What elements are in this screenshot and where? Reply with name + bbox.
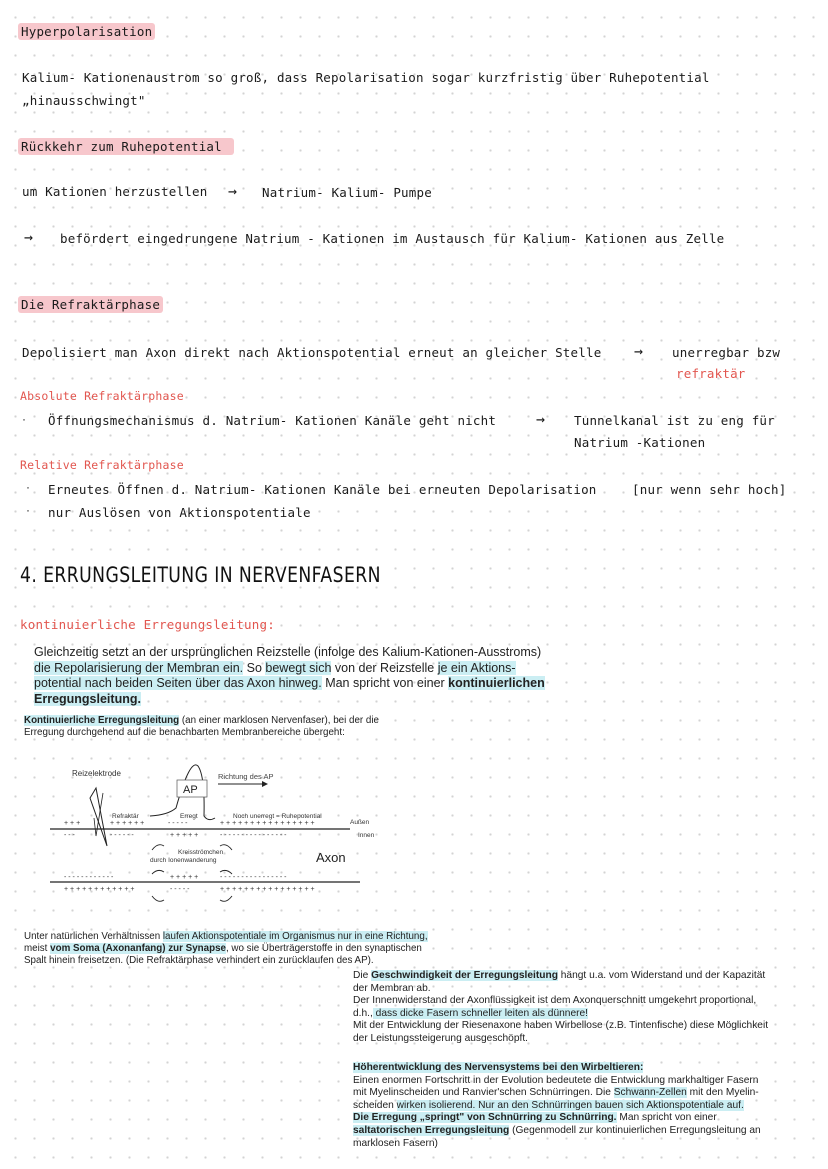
rueck-line-1b: Natrium- Kalium- Pumpe <box>262 185 432 200</box>
abs-line-a: Öffnungsmechanismus d. Natrium- Kationen Kanäle geht nicht <box>48 413 497 428</box>
label-innen: Innen <box>358 832 375 839</box>
refr-line-1b: unerregbar bzw <box>672 345 781 360</box>
label-erregt: Erregt <box>180 813 198 820</box>
svg-text:+ + + + +: + + + + + <box>170 832 199 839</box>
svg-text:+ + + + + + + + + + + + + + +: + + + + + + + + + + + + + + + + <box>220 886 315 893</box>
paragraph-2: Kontinuierliche Erregungsleitung (an einer marklosen Nervenfaser), bei der die Erregung durchgehend auf die benachbarten Membranbereiche übergeht: <box>24 715 379 738</box>
rueck-line-1a: um Kationen herzustellen <box>22 184 208 199</box>
arrow-icon: → <box>228 182 238 200</box>
label-axon: Axon <box>316 850 346 865</box>
svg-text:- - - - - -: - - - - - - <box>110 832 134 839</box>
abs-line-b2: Natrium -Kationen <box>574 435 706 450</box>
rel-line-1a: Erneutes Öffnen d. Natrium- Kationen Kanäle bei erneuten Depolarisation <box>48 482 597 497</box>
paragraph-5: Höherentwicklung des Nervensystems bei den Wirbeltieren: Einen enormen Fortschritt in der Evolution bedeutete die Entwicklung markhaltiger Fasern mit Myelinscheiden und Ranvier'schen Schnürringen. Die Schwann-Zellen mit den Myelin- scheiden wirken isolierend. Nur an den Schnürringen bauen sich Aktionspotentiale auf. Die Erregung „springt" von Schnürring zu Schnürring. Man spricht von einer saltatorischen Erregungsleitung (Gegenmodell zur kontinuierlichen Erregungsleitung an marklosen Fasern) <box>353 1062 761 1149</box>
label-richtung: Richtung des AP <box>218 772 274 781</box>
refr-line-1a: Depolisiert man Axon direkt nach Aktionspotential erneut an gleicher Stelle <box>22 345 602 360</box>
svg-text:+ + + + + + + + + + + +: + + + + + + + + + + + + <box>64 886 135 893</box>
refr-refraktaer: refraktär <box>676 366 746 381</box>
section-title: 4. ERRUNGSLEITUNG IN NERVENFASERN <box>20 563 381 587</box>
bullet: · <box>22 412 26 426</box>
paragraph-1: Gleichzeitig setzt an der ursprünglichen Reizstelle (infolge des Kalium-Kationen-Ausstroms) die Repolarisierung der Membran ein. So bewegt sich von der Reizstelle je ein Aktions- potential nach beiden Seiten über das Axon hinweg. Man spricht von einer kontinuierlichen Erregungsleitung. <box>34 645 545 706</box>
svg-text:- - - - -: - - - - - <box>170 886 190 893</box>
svg-text:+ + + + + + + + + + + + + + +: + + + + + + + + + + + + + + + + <box>220 820 315 827</box>
svg-text:- - - - -: - - - - - <box>168 820 188 827</box>
hyper-line-2: „hinausschwingt" <box>22 93 146 108</box>
bullet: · <box>26 480 30 494</box>
arrow-icon: → <box>24 228 34 246</box>
heading-relative: Relative Refraktärphase <box>20 458 184 472</box>
svg-text:- - -: - - - <box>64 832 75 839</box>
svg-text:+ + + + +: + + + + + <box>170 874 199 881</box>
heading-hyperpolarisation: Hyperpolarisation <box>18 24 155 39</box>
label-refraktaer: Refraktär <box>112 813 139 820</box>
label-noch-unerregt: Noch unerregt = Ruhepotential <box>233 813 322 820</box>
heading-absolute: Absolute Refraktärphase <box>20 389 184 403</box>
erregungsleitung-diagram <box>50 758 380 908</box>
label-kreisstroemchen-1: Kreisströmchen <box>178 849 224 856</box>
svg-text:- - - - - - - - - - - - - - -: - - - - - - - - - - - - - - - - <box>220 874 287 881</box>
bullet: · <box>26 503 30 517</box>
abs-line-b1: Tunnelkanal ist zu eng für <box>574 413 775 428</box>
label-ap: AP <box>183 784 198 796</box>
electrode-icon <box>90 788 107 846</box>
svg-text:+ + +: + + + <box>64 820 81 827</box>
paragraph-3: Unter natürlichen Verhältnissen laufen Aktionspotentiale im Organismus nur in eine Richtung, meist vom Soma (Axonanfang) zur Synapse, wo sie Überträgerstoffe in den synaptischen Spalt hinein freisetzen. (Die Refraktärphase verhindert ein zurücklaufen des AP). <box>24 931 428 966</box>
label-kreisstroemchen-2: durch Ionenwanderung <box>150 857 217 864</box>
rel-line-1b: [nur wenn sehr hoch] <box>632 482 787 497</box>
subheading-kontinuierliche: kontinuierliche Erregungsleitung: <box>20 617 275 632</box>
rueck-line-2: befördert eingedrungene Natrium - Kationen im Austausch für Kalium- Kationen aus Zelle <box>60 231 725 246</box>
label-aussen: Außen <box>350 819 370 826</box>
heading-rueckkehr: Rückkehr zum Ruhepotential <box>18 139 234 154</box>
heading-refraktaerphase: Die Refraktärphase <box>18 297 163 312</box>
arrow-icon: → <box>536 410 546 428</box>
hyper-line-1: Kalium- Kationenaustrom so groß, dass Repolarisation sogar kurzfristig über Ruhepotential <box>22 70 710 85</box>
svg-text:+ + + + + +: + + + + + + <box>110 820 145 827</box>
svg-text:- - - - - - - - - - - -: - - - - - - - - - - - - <box>64 874 114 881</box>
label-reizelektrode: Reizelektrode <box>72 769 121 778</box>
arrow-icon: → <box>634 342 644 360</box>
rel-line-2: nur Auslösen von Aktionspotentiale <box>48 505 311 520</box>
paragraph-4: Die Geschwindigkeit der Erregungsleitung hängt u.a. vom Widerstand und der Kapazität der Membran ab. Der Innenwiderstand der Axonflüssigkeit ist dem Axonquerschnitt umgekehrt proportional, d.h., dass dicke Fasern schneller leiten als dünnere! Mit der Entwicklung der Riesenaxone haben Wirbellose (z.B. Tintenfische) diese Möglichkeit der Leistungssteigerung ausgeschöpft. <box>353 970 769 1044</box>
svg-text:- - - - - - - - - - - - - - -: - - - - - - - - - - - - - - - - <box>220 832 287 839</box>
